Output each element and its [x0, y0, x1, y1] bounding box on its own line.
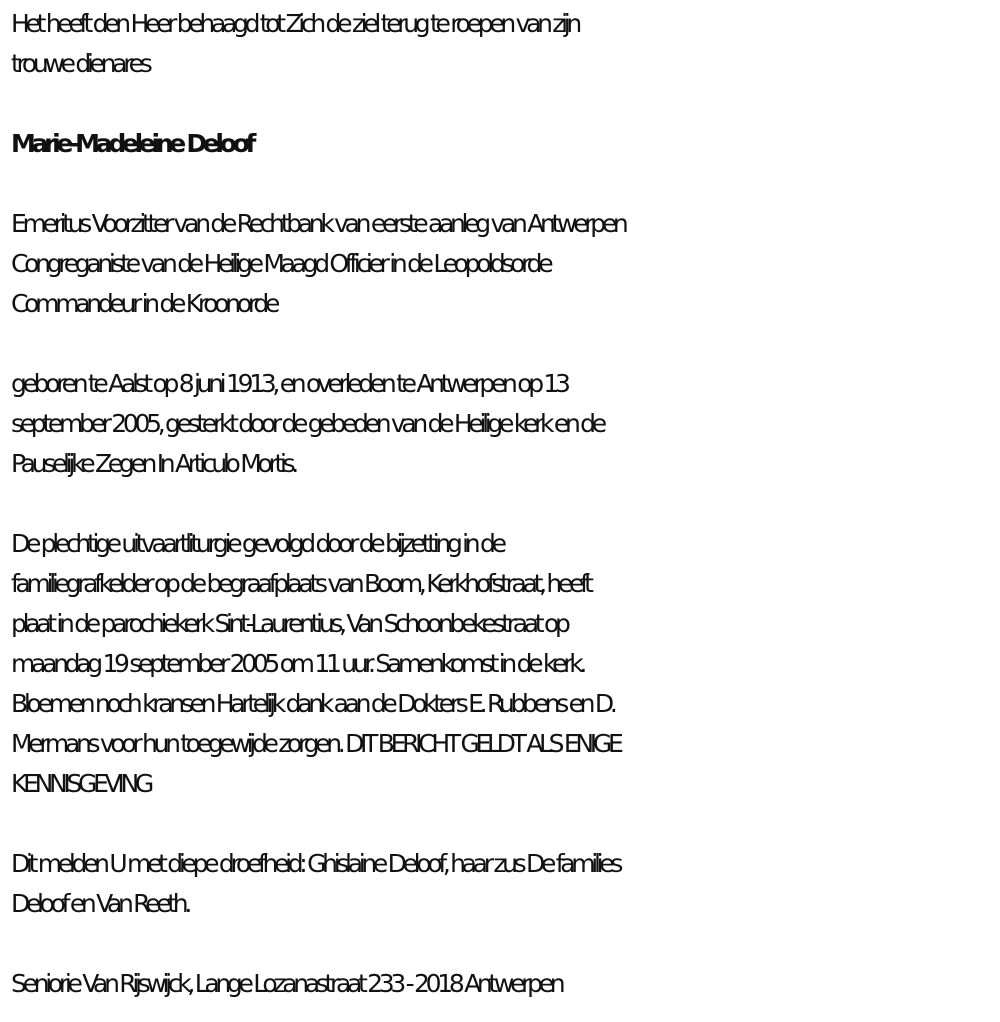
funeral-line: De plechtige uitvaartliturgie gevolgd door de bijzetting in de	[11, 529, 503, 558]
family-line: Dit melden U met diepe droefheid: Ghislaine Deloof, haar zus De families	[11, 849, 620, 878]
paragraph-spacer	[11, 164, 991, 204]
deceased-name: Marie-Madeleine Deloof	[11, 129, 253, 158]
birth-death-line: Pauselijke Zegen In Articulo Mortis.	[11, 449, 295, 478]
birth-death-line: september 2005, gesterkt door de gebeden van de Heilige kerk en de	[11, 409, 603, 438]
birth-death-paragraph	[11, 364, 991, 484]
funeral-line: KENNISGEVING	[11, 769, 150, 798]
family-line: Deloof en Van Reeth.	[11, 889, 188, 918]
paragraph-spacer	[11, 804, 991, 844]
titles-paragraph	[11, 204, 991, 324]
family-paragraph	[11, 844, 991, 924]
title-line: Commandeur in de Kroonorde	[11, 289, 277, 318]
birth-death-line: geboren te Aalst op 8 juni 1913, en overleden te Antwerpen op 13	[11, 369, 567, 398]
obituary-notice	[11, 4, 991, 1004]
funeral-line: maandag 19 september 2005 om 11 uur. Samenkomst in de kerk.	[11, 649, 584, 678]
funeral-line: plaat in de parochiekerk Sint-Laurentius, Van Schoonbekestraat op	[11, 609, 567, 638]
paragraph-spacer	[11, 324, 991, 364]
intro-paragraph	[11, 4, 991, 84]
funeral-home-address: Seniorie Van Rijswijck, Lange Lozanastraat 233 - 2018 Antwerpen	[11, 969, 562, 998]
funeral-paragraph	[11, 524, 991, 804]
funeral-line: Bloemen noch kransen Hartelijk dank aan de Dokters E. Rubbens en D.	[11, 689, 614, 718]
intro-line: trouwe dienares	[11, 49, 149, 78]
paragraph-spacer	[11, 484, 991, 524]
title-line: Congreganiste van de Heilige Maagd Officier in de Leopoldsorde	[11, 249, 550, 278]
intro-line: Het heeft den Heer behaagd tot Zich de ziel terug te roepen van zijn	[11, 9, 578, 38]
paragraph-spacer	[11, 924, 991, 964]
title-line: Emeritus Voorzitter van de Rechtbank van eerste aanleg van Antwerpen	[11, 209, 625, 238]
funeral-line: familiegrafkelder op de begraafplaats van Boom, Kerkhofstraat, heeft	[11, 569, 590, 598]
paragraph-spacer	[11, 84, 991, 124]
funeral-line: Mermans voor hun toegewijde zorgen. DIT BERICHT GELDT ALS ENIGE	[11, 729, 620, 758]
